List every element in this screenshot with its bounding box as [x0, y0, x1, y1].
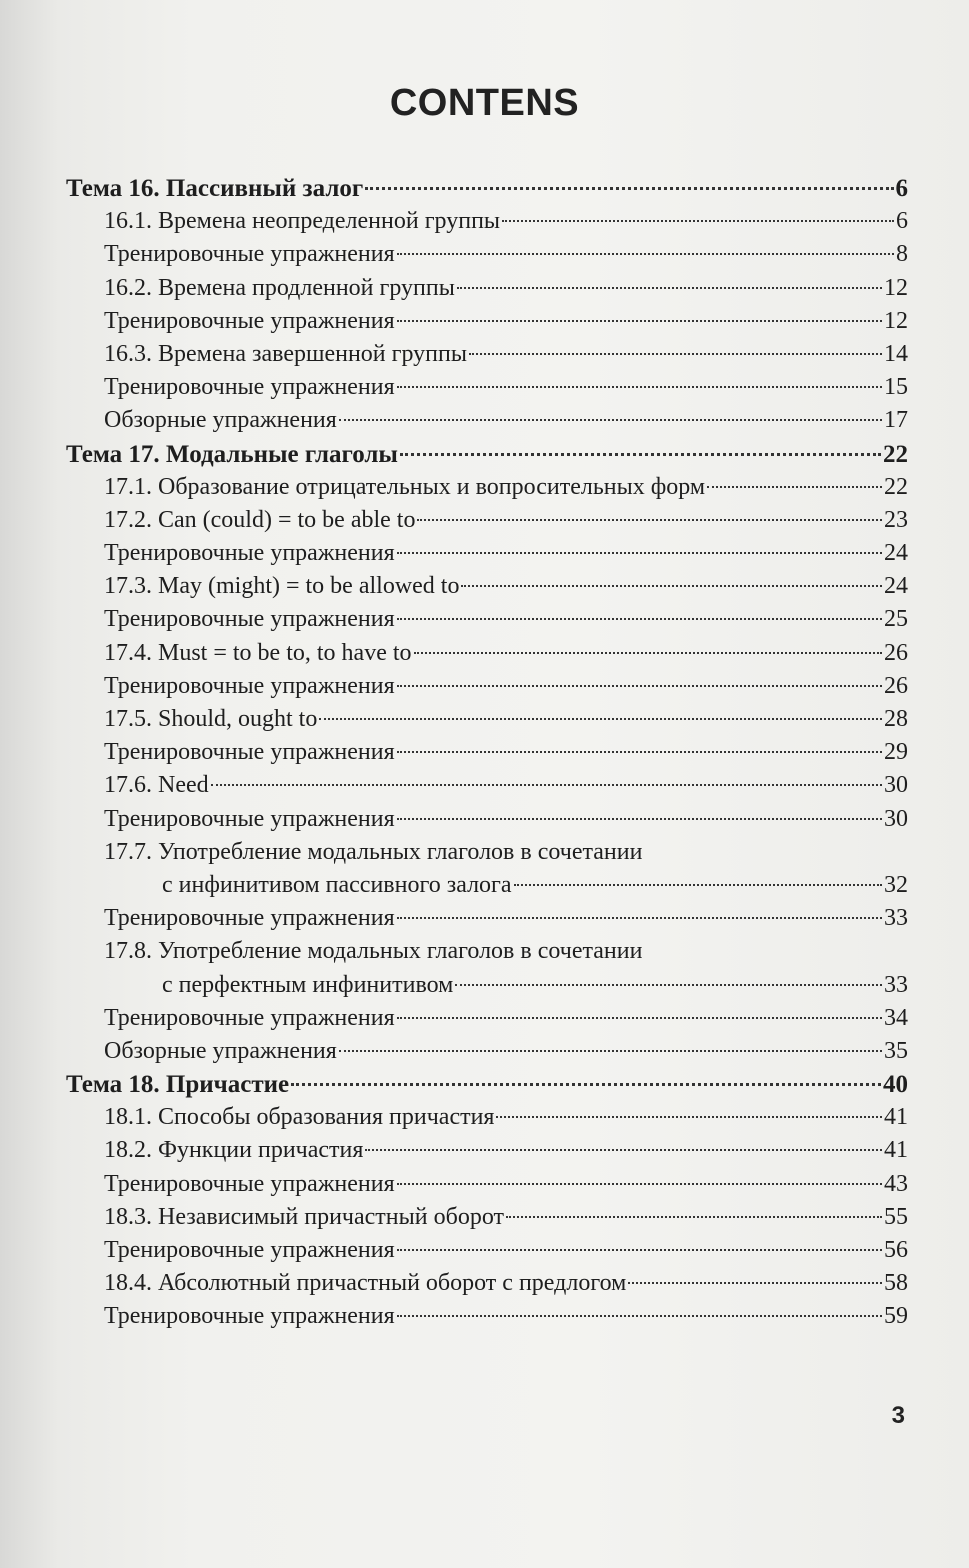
toc-topic [66, 172, 908, 205]
toc-entry-title: Тренировочные упражнения [104, 606, 395, 633]
toc-entry [66, 1300, 908, 1333]
toc-entry-title: с перфектным инфинитивом [162, 971, 454, 998]
toc-entry [66, 1234, 908, 1267]
toc-topic [66, 1068, 908, 1101]
dot-leader [461, 585, 882, 587]
toc-entry-title: 17.2. Can (could) = to be able to [104, 506, 416, 533]
page-title: CONTENS [389, 82, 580, 124]
toc-entry [66, 1035, 908, 1068]
toc-entry-page: 28 [884, 706, 908, 732]
toc-entry-page: 8 [896, 241, 908, 268]
toc-entry-title: 18.4. Абсолютный причастный оборот с предлогом [104, 1270, 627, 1297]
dot-leader [291, 1083, 881, 1086]
toc-entry-page: 25 [884, 606, 908, 633]
toc-entry-title: Тренировочные упражнения [104, 905, 395, 932]
toc-entry-title: 17.5. Should, ought to [104, 706, 318, 732]
toc-topic-title: Тема 17. Модальные глаголы [66, 440, 398, 468]
toc-entry [66, 736, 908, 769]
toc-entry-page: 29 [884, 739, 908, 766]
toc-topic-title: Тема 16. Пассивный залог [66, 175, 364, 202]
toc-entry [66, 471, 908, 504]
dot-leader [365, 187, 893, 190]
dot-leader [397, 917, 882, 919]
toc-topic-page: 22 [883, 440, 908, 468]
toc-topic-page: 40 [883, 1071, 908, 1099]
toc-entry-title: 16.3. Времена завершенной группы [104, 340, 467, 367]
toc-entry-page: 30 [884, 772, 908, 799]
toc-entry-page: 55 [884, 1203, 908, 1230]
toc-entry [66, 272, 908, 305]
toc-entry [66, 902, 908, 935]
dot-leader [397, 618, 882, 620]
dot-leader [496, 1116, 882, 1118]
toc-entry [66, 1201, 908, 1234]
toc-entry-page: 35 [884, 1037, 908, 1064]
toc-entry [66, 205, 908, 238]
toc-entry-page: 41 [884, 1137, 908, 1164]
toc-entry-title: Тренировочные упражнения [104, 805, 395, 832]
toc-entry [66, 238, 908, 271]
dot-leader [397, 552, 882, 554]
toc-entry [66, 703, 908, 736]
toc-entry-title: 17.4. Must = to be to, to have to [104, 639, 412, 666]
dot-leader [469, 353, 882, 355]
toc-entry-page: 34 [884, 1004, 908, 1031]
toc-entry [66, 1267, 908, 1300]
toc-entry-title: 18.2. Функции причастия [104, 1137, 364, 1164]
toc-entry-page: 33 [884, 905, 908, 932]
table-of-contents [66, 172, 908, 1334]
toc-entry-title: 16.1. Времена неопределенной группы [104, 208, 501, 235]
dot-leader [400, 453, 881, 456]
toc-entry-page: 23 [884, 506, 908, 533]
dot-leader [397, 1249, 882, 1251]
toc-entry-page: 14 [884, 340, 908, 367]
toc-entry [66, 869, 908, 902]
toc-entry-title: Тренировочные упражнения [104, 672, 395, 699]
toc-entry-page: 15 [884, 374, 908, 401]
toc-entry-page: 24 [884, 573, 908, 600]
toc-entry [66, 670, 908, 703]
toc-entry-page: 32 [884, 871, 908, 898]
toc-entry-title: 17.1. Образование отрицательных и вопросительных форм [104, 473, 706, 500]
toc-entry [66, 1168, 908, 1201]
dot-leader [506, 1216, 882, 1218]
toc-entry-page: 58 [884, 1270, 908, 1297]
dot-leader [457, 287, 882, 289]
dot-leader [397, 386, 882, 388]
dot-leader [397, 751, 882, 753]
dot-leader [397, 1183, 882, 1185]
toc-entry-title: 18.3. Независимый причастный оборот [104, 1203, 504, 1230]
toc-entry [66, 1002, 908, 1035]
toc-entry-page: 12 [884, 274, 908, 301]
page-number: 3 [891, 1402, 905, 1429]
toc-entry-title: Тренировочные упражнения [104, 1004, 395, 1031]
toc-entry-title: Тренировочные упражнения [104, 374, 395, 401]
toc-entry [66, 836, 908, 869]
toc-entry-title: 17.3. May (might) = to be allowed to [104, 573, 460, 600]
toc-entry-page: 30 [884, 805, 908, 832]
toc-entry-title: с инфинитивом пассивного залога [162, 871, 512, 898]
dot-leader [397, 1017, 882, 1019]
toc-entry-page: 33 [884, 971, 908, 998]
toc-entry-page: 26 [884, 639, 908, 666]
dot-leader [339, 419, 882, 421]
dot-leader [707, 486, 882, 488]
dot-leader [455, 984, 882, 986]
dot-leader [397, 320, 882, 322]
toc-entry-page: 17 [884, 407, 908, 434]
toc-entry [66, 404, 908, 437]
dot-leader [339, 1050, 882, 1052]
toc-entry-title: 16.2. Времена продленной группы [104, 274, 455, 301]
toc-entry-title: Тренировочные упражнения [104, 241, 395, 268]
dot-leader [397, 685, 882, 687]
toc-entry [66, 338, 908, 371]
toc-entry [66, 371, 908, 404]
toc-entry-title: 17.6. Need [104, 772, 209, 799]
dot-leader [211, 784, 882, 786]
toc-entry [66, 935, 908, 968]
toc-entry-page: 24 [884, 540, 908, 567]
toc-entry-title: 18.1. Способы образования причастия [104, 1104, 495, 1131]
toc-entry-page: 43 [884, 1170, 908, 1197]
dot-leader [365, 1149, 882, 1151]
toc-topic [66, 438, 908, 471]
toc-entry-title: 17.7. Употребление модальных глаголов в сочетании [104, 838, 643, 865]
dot-leader [502, 220, 894, 222]
toc-topic-page: 6 [895, 175, 908, 202]
toc-entry-page: 26 [884, 672, 908, 699]
toc-topic-title: Тема 18. Причастие [66, 1071, 290, 1099]
toc-entry-page: 22 [884, 473, 908, 500]
toc-entry [66, 637, 908, 670]
dot-leader [397, 253, 894, 255]
dot-leader [514, 884, 882, 886]
toc-entry-page: 56 [884, 1237, 908, 1263]
toc-entry [66, 1134, 908, 1167]
toc-entry [66, 603, 908, 636]
dot-leader [417, 519, 882, 521]
toc-entry-title: Тренировочные упражнения [104, 739, 395, 766]
toc-entry-title: Тренировочные упражнения [104, 1237, 395, 1263]
toc-entry-title: Обзорные упражнения [104, 407, 337, 434]
toc-entry [66, 537, 908, 570]
dot-leader [414, 652, 882, 654]
toc-entry-title: Тренировочные упражнения [104, 1303, 395, 1330]
toc-entry-title: Обзорные упражнения [104, 1037, 337, 1064]
toc-entry [66, 803, 908, 836]
toc-entry [66, 305, 908, 338]
dot-leader [628, 1282, 882, 1284]
dot-leader [397, 1315, 882, 1317]
toc-entry-title: Тренировочные упражнения [104, 1170, 395, 1197]
toc-entry-title: Тренировочные упражнения [104, 307, 395, 334]
toc-entry [66, 769, 908, 802]
toc-entry [66, 504, 908, 537]
dot-leader [397, 818, 882, 820]
toc-entry-page: 6 [896, 208, 908, 235]
toc-entry [66, 570, 908, 603]
toc-entry-page: 41 [884, 1104, 908, 1131]
toc-entry-title: Тренировочные упражнения [104, 540, 395, 567]
toc-entry-page: 59 [884, 1303, 908, 1330]
toc-entry-page: 12 [884, 307, 908, 334]
toc-entry [66, 969, 908, 1002]
toc-entry-title: 17.8. Употребление модальных глаголов в сочетании [104, 938, 643, 965]
dot-leader [319, 718, 882, 720]
toc-entry [66, 1101, 908, 1134]
